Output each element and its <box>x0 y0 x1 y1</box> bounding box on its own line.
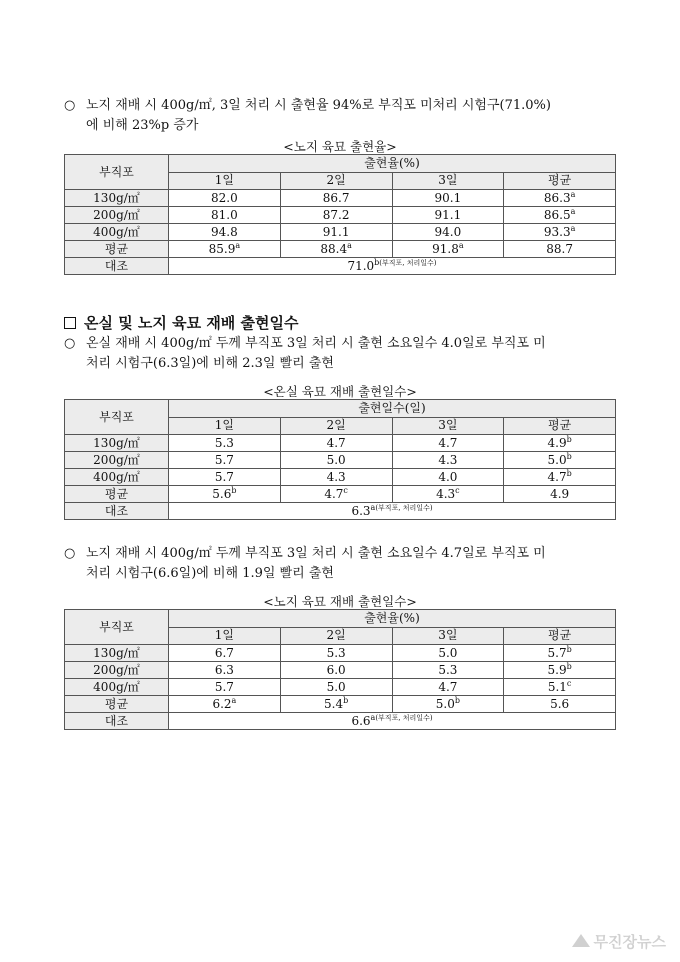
cell-value: 4.7 <box>438 435 458 450</box>
cell-value: 5.9 <box>547 662 567 677</box>
header-group-cell: 출현율(%) <box>169 610 616 628</box>
cell-value: 86.7 <box>322 190 350 205</box>
cell-value: 86.5 <box>543 207 571 222</box>
significance-letter: a <box>235 240 241 250</box>
cell-value: 4.7 <box>438 679 458 694</box>
control-label-cell: 대조 <box>65 713 169 730</box>
cell-value: 5.7 <box>214 469 234 484</box>
value-cell <box>392 662 504 679</box>
row-label-cell: 130g/㎡ <box>65 435 169 452</box>
significance-letter: c <box>455 485 460 495</box>
bullet-text-line: 처리 시험구(6.6일)에 비해 1.9일 빨리 출현 <box>86 566 334 581</box>
emergence-days-table-open-field <box>64 609 616 730</box>
cell-value: 91.1 <box>322 224 350 239</box>
cell-value: 6.2 <box>212 696 232 711</box>
cell-value: 88.7 <box>546 241 573 256</box>
significance-letter: b <box>343 695 349 705</box>
value-cell <box>504 679 616 696</box>
control-row <box>65 503 616 520</box>
cell-value: 5.7 <box>214 679 234 694</box>
value-cell <box>280 486 392 503</box>
significance-letter: a <box>370 502 376 512</box>
value-cell <box>169 679 281 696</box>
control-value-cell <box>169 258 616 275</box>
value-cell <box>504 190 616 207</box>
emergence-rate-table-open-field <box>64 154 616 275</box>
cell-value: 82.0 <box>211 190 238 205</box>
control-label-cell: 대조 <box>65 258 169 275</box>
value-cell <box>169 435 281 452</box>
value-cell <box>169 469 281 486</box>
table-row <box>65 679 616 696</box>
cell-value: 6.7 <box>214 645 234 660</box>
control-row <box>65 713 616 730</box>
cell-value: 4.3 <box>438 452 458 467</box>
header-group-cell: 출현율(%) <box>169 155 616 173</box>
column-header-cell: 3일 <box>392 417 504 435</box>
value-cell <box>169 486 281 503</box>
value-cell <box>280 662 392 679</box>
value-cell <box>392 190 504 207</box>
cell-value: 4.9 <box>550 486 570 501</box>
table-row <box>65 662 616 679</box>
value-cell <box>280 452 392 469</box>
table-row <box>65 224 616 241</box>
checkbox-square-icon <box>64 317 76 329</box>
bullet-text-line: 온실 재배 시 400g/㎡ 두께 부직포 3일 처리 시 출현 소요일수 4.0일로 부직포 미 <box>86 336 546 351</box>
cell-value: 4.3 <box>326 469 346 484</box>
significance-letter: b <box>566 451 572 461</box>
cell-value: 5.0 <box>438 645 458 660</box>
column-header-cell: 1일 <box>169 172 281 190</box>
value-cell <box>280 207 392 224</box>
cell-value: 4.7 <box>547 469 567 484</box>
control-note: (부직포, 처리일수) <box>379 258 437 267</box>
column-header-cell: 평균 <box>504 627 616 645</box>
cell-value: 4.7 <box>326 435 346 450</box>
significance-letter: b <box>566 434 572 444</box>
column-header-cell: 1일 <box>169 627 281 645</box>
significance-letter: b <box>454 695 460 705</box>
table-row <box>65 469 616 486</box>
cell-value: 6.3 <box>214 662 234 677</box>
row-label-cell: 평균 <box>65 241 169 258</box>
value-cell <box>280 224 392 241</box>
row-label-cell: 400g/㎡ <box>65 469 169 486</box>
significance-letter: b <box>566 661 572 671</box>
cell-value: 91.1 <box>434 207 462 222</box>
column-header-cell: 2일 <box>280 627 392 645</box>
bullet-text-line: 에 비해 23%p 증가 <box>86 118 199 133</box>
table-row <box>65 452 616 469</box>
significance-letter: b <box>231 485 237 495</box>
significance-letter: a <box>570 223 576 233</box>
column-header-cell: 3일 <box>392 172 504 190</box>
value-cell <box>280 241 392 258</box>
bullet-paragraph-2 <box>64 334 624 374</box>
cell-value: 88.4 <box>320 241 348 256</box>
row-label-cell: 200g/㎡ <box>65 452 169 469</box>
cell-value: 5.3 <box>438 662 458 677</box>
value-cell <box>169 662 281 679</box>
column-header-cell: 2일 <box>280 172 392 190</box>
value-cell <box>169 645 281 662</box>
value-cell <box>392 696 504 713</box>
table-row <box>65 190 616 207</box>
table-caption-3: <노지 육묘 재배 출현일수> <box>263 594 417 609</box>
section-heading-text: 온실 및 노지 육묘 재배 출현일수 <box>84 314 299 332</box>
column-header-cell: 평균 <box>504 417 616 435</box>
section-heading <box>64 312 624 333</box>
bullet-paragraph-1 <box>64 96 624 136</box>
cell-value: 5.0 <box>326 452 346 467</box>
emergence-days-table-greenhouse <box>64 399 616 520</box>
circle-bullet-icon: ○ <box>64 546 76 561</box>
control-note: (부직포, 처리일수) <box>375 713 433 722</box>
table-row <box>65 645 616 662</box>
header-corner-cell: 부직포 <box>65 155 169 190</box>
cell-value: 4.7 <box>324 486 344 501</box>
value-cell <box>392 469 504 486</box>
significance-letter: a <box>570 206 576 216</box>
value-cell <box>504 469 616 486</box>
row-label-cell: 400g/㎡ <box>65 224 169 241</box>
value-cell <box>169 696 281 713</box>
table-row <box>65 696 616 713</box>
row-label-cell: 평균 <box>65 486 169 503</box>
significance-letter: c <box>343 485 348 495</box>
cell-value: 4.9 <box>547 435 567 450</box>
column-header-cell: 3일 <box>392 627 504 645</box>
table-row <box>65 486 616 503</box>
cell-value: 6.0 <box>326 662 346 677</box>
value-cell <box>392 241 504 258</box>
cell-value: 86.3 <box>543 190 571 205</box>
header-corner-cell: 부직포 <box>65 400 169 435</box>
value-cell <box>504 486 616 503</box>
cell-value: 5.7 <box>214 452 234 467</box>
table-row <box>65 207 616 224</box>
value-cell <box>504 241 616 258</box>
cell-value: 5.0 <box>326 679 346 694</box>
value-cell <box>504 645 616 662</box>
row-label-cell: 200g/㎡ <box>65 207 169 224</box>
value-cell <box>504 207 616 224</box>
circle-bullet-icon: ○ <box>64 336 76 351</box>
value-cell <box>169 207 281 224</box>
cell-value: 5.3 <box>326 645 346 660</box>
watermark <box>572 931 666 952</box>
cell-value: 90.1 <box>434 190 462 205</box>
row-label-cell: 130g/㎡ <box>65 190 169 207</box>
control-value: 6.3 <box>351 503 371 518</box>
column-header-cell: 2일 <box>280 417 392 435</box>
control-value: 71.0 <box>347 258 375 273</box>
cell-value: 85.9 <box>208 241 236 256</box>
significance-letter: c <box>566 678 572 688</box>
row-label-cell: 400g/㎡ <box>65 679 169 696</box>
bullet-text-line: 처리 시험구(6.3일)에 비해 2.3일 빨리 출현 <box>86 356 334 371</box>
value-cell <box>392 207 504 224</box>
column-header-cell: 평균 <box>504 172 616 190</box>
significance-letter: b <box>374 257 380 267</box>
header-corner-cell: 부직포 <box>65 610 169 645</box>
column-header-cell: 1일 <box>169 417 281 435</box>
value-cell <box>504 224 616 241</box>
significance-letter: b <box>566 468 572 478</box>
value-cell <box>504 696 616 713</box>
circle-bullet-icon: ○ <box>64 98 76 113</box>
value-cell <box>280 190 392 207</box>
row-label-cell: 평균 <box>65 696 169 713</box>
watermark-text: 무진장뉴스 <box>593 933 666 951</box>
value-cell <box>169 241 281 258</box>
control-note: (부직포, 처리일수) <box>375 503 433 512</box>
cell-value: 5.6 <box>212 486 232 501</box>
value-cell <box>504 435 616 452</box>
bullet-paragraph-3 <box>64 544 624 584</box>
cell-value: 4.3 <box>436 486 456 501</box>
cell-value: 91.8 <box>432 241 459 256</box>
value-cell <box>392 224 504 241</box>
significance-letter: a <box>370 712 376 722</box>
cell-value: 81.0 <box>211 207 238 222</box>
table-row <box>65 435 616 452</box>
value-cell <box>280 435 392 452</box>
bullet-text-line: 노지 재배 시 400g/㎡, 3일 처리 시 출현율 94%로 부직포 미처리 시험구(71.0%) <box>86 98 551 113</box>
cell-value: 5.0 <box>547 452 567 467</box>
value-cell <box>392 679 504 696</box>
row-label-cell: 200g/㎡ <box>65 662 169 679</box>
control-value: 6.6 <box>351 713 371 728</box>
value-cell <box>504 452 616 469</box>
cell-value: 87.2 <box>322 207 350 222</box>
significance-letter: a <box>570 189 576 199</box>
value-cell <box>169 224 281 241</box>
mountain-logo-icon <box>572 934 590 947</box>
control-value-cell <box>169 713 616 730</box>
value-cell <box>392 486 504 503</box>
value-cell <box>280 696 392 713</box>
cell-value: 5.7 <box>547 645 567 660</box>
table-row <box>65 241 616 258</box>
value-cell <box>280 645 392 662</box>
value-cell <box>392 435 504 452</box>
value-cell <box>169 190 281 207</box>
cell-value: 94.8 <box>211 224 238 239</box>
significance-letter: a <box>347 240 352 250</box>
value-cell <box>392 645 504 662</box>
cell-value: 93.3 <box>543 224 571 239</box>
value-cell <box>280 679 392 696</box>
cell-value: 5.0 <box>435 696 455 711</box>
value-cell <box>169 452 281 469</box>
significance-letter: b <box>566 644 572 654</box>
control-row <box>65 258 616 275</box>
cell-value: 4.0 <box>438 469 458 484</box>
table-caption-1: <노지 육묘 출현율> <box>283 139 397 154</box>
bullet-text-line: 노지 재배 시 400g/㎡ 두께 부직포 3일 처리 시 출현 소요일수 4.7일로 부직포 미 <box>86 546 546 561</box>
significance-letter: a <box>458 240 464 250</box>
row-label-cell: 130g/㎡ <box>65 645 169 662</box>
value-cell <box>504 662 616 679</box>
control-label-cell: 대조 <box>65 503 169 520</box>
significance-letter: a <box>231 695 237 705</box>
table-caption-2: <온실 육묘 재배 출현일수> <box>263 384 417 399</box>
control-value-cell <box>169 503 616 520</box>
cell-value: 5.6 <box>550 696 570 711</box>
value-cell <box>280 469 392 486</box>
cell-value: 5.4 <box>324 696 344 711</box>
value-cell <box>392 452 504 469</box>
cell-value: 5.1 <box>547 679 567 694</box>
header-group-cell: 출현일수(일) <box>169 400 616 418</box>
cell-value: 94.0 <box>434 224 462 239</box>
cell-value: 5.3 <box>214 435 234 450</box>
